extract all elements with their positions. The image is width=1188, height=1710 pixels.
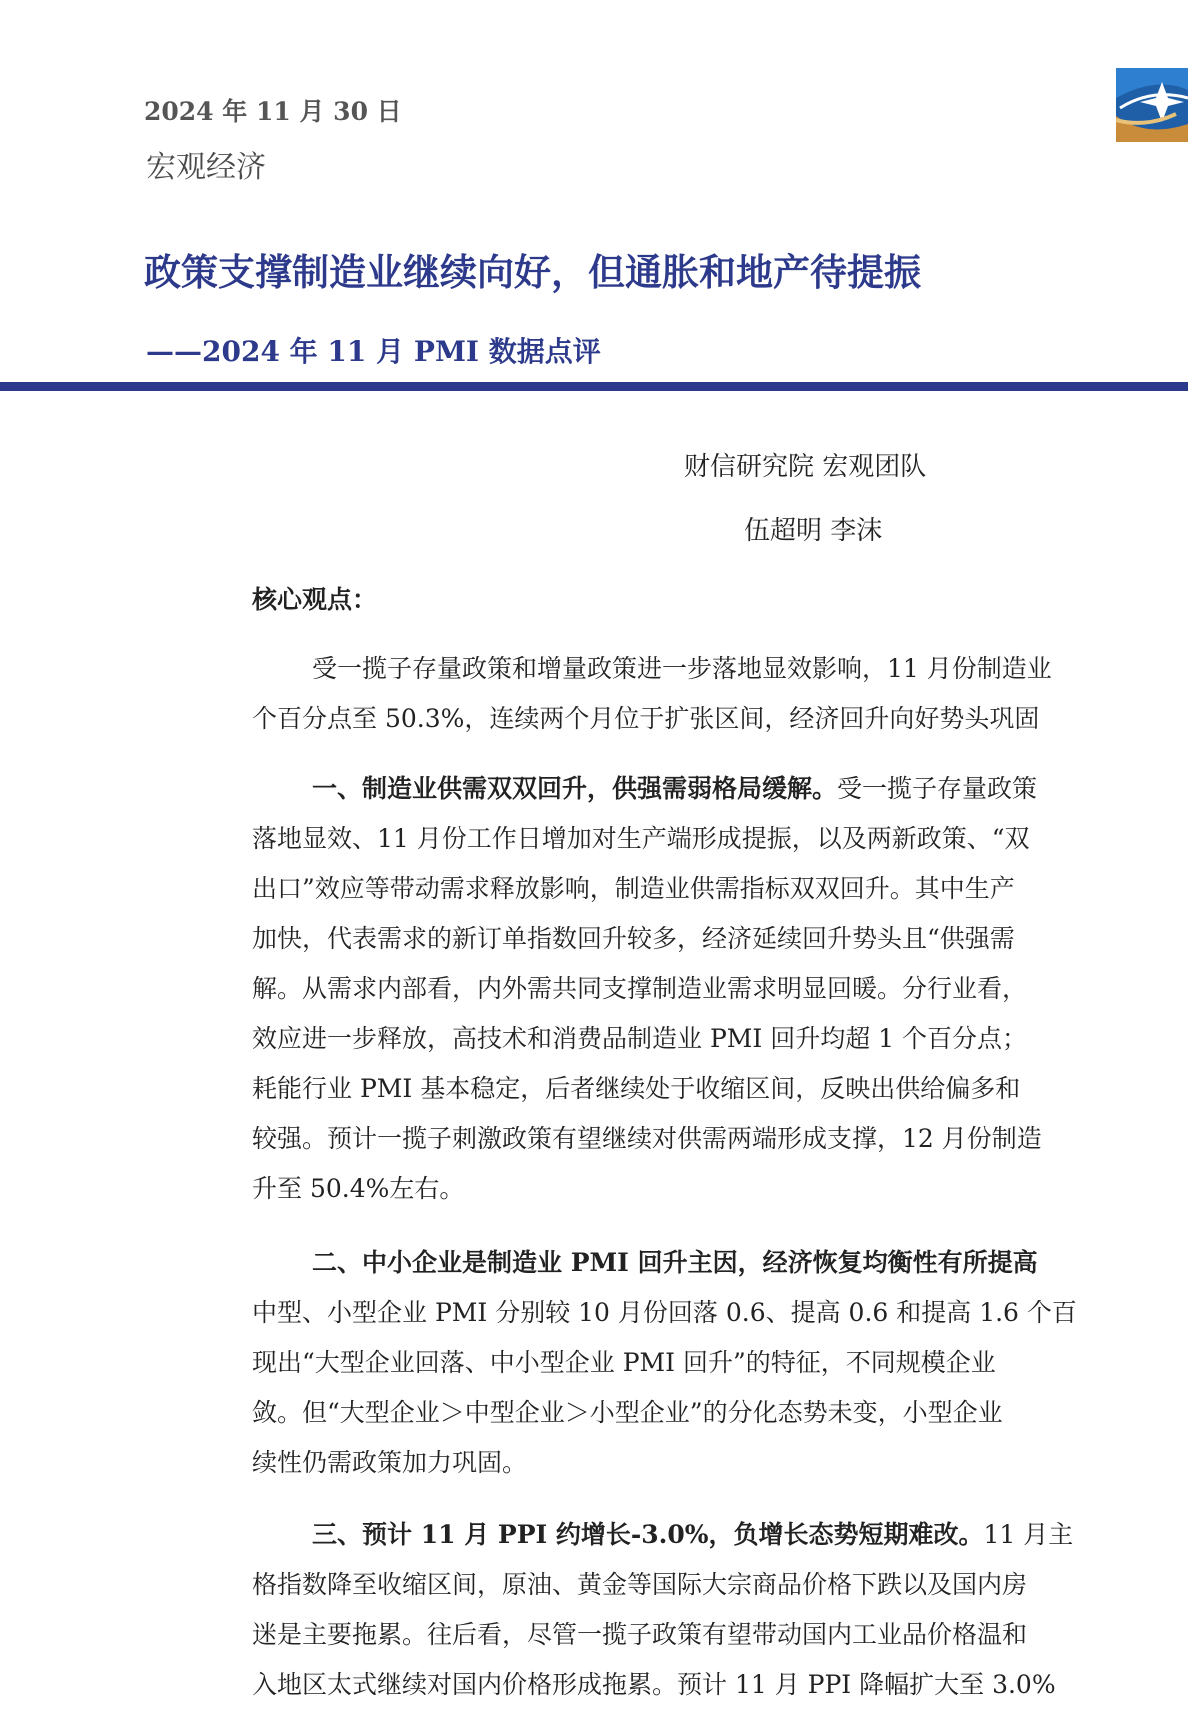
text-line: 升至 50.4%左右。	[252, 1174, 465, 1203]
section-heading: 一、制造业供需双双回升，供强需弱格局缓解。	[312, 774, 838, 803]
text-line: 迷是主要拖累。往后看，尽管一揽子政策有望带动国内工业品价格温和	[252, 1620, 1028, 1649]
text-line: 较强。预计一揽子刺激政策有望继续对供需两端形成支撑，12 月份制造	[252, 1124, 1042, 1153]
text-line: 敛。但“大型企业＞中型企业＞小型企业”的分化态势未变，小型企业	[252, 1398, 1003, 1427]
text-line: 入地区太式继续对国内价格形成拖累。预计 11 月 PPI 降幅扩大至 3.0%	[252, 1670, 1056, 1699]
paragraph-summary	[252, 644, 1188, 744]
text-line	[252, 1238, 1188, 1288]
paragraph-ppi	[252, 1510, 1188, 1710]
report-category: 宏观经济	[146, 150, 266, 185]
text-line: 中型、小型企业 PMI 分别较 10 月份回落 0.6、提高 0.6 和提高 1.6 个百	[252, 1298, 1077, 1327]
section-heading: 三、预计 11 月 PPI 约增长-3.0%，负增长态势短期难改。	[312, 1520, 984, 1549]
report-subtitle: ——2024 年 11 月 PMI 数据点评	[146, 335, 601, 368]
text-line: 格指数降至收缩区间，原油、黄金等国际大宗商品价格下跌以及国内房	[252, 1570, 1028, 1599]
text-fragment: 受一揽子存量政策	[837, 774, 1038, 803]
text-line: 个百分点至 50.3%，连续两个月位于扩张区间，经济回升向好势头巩固	[252, 704, 1040, 733]
text-line: 加快，代表需求的新订单指数回升较多，经济延续回升势头且“供强需	[252, 924, 1015, 953]
text-line: 效应进一步释放，高技术和消费品制造业 PMI 回升均超 1 个百分点；	[252, 1024, 1027, 1053]
header-divider	[0, 382, 1188, 391]
research-team: 财信研究院 宏观团队	[684, 452, 927, 482]
text-line	[252, 764, 1188, 814]
company-logo-icon	[1116, 68, 1188, 142]
report-title: 政策支撑制造业继续向好，但通胀和地产待提振	[144, 250, 921, 294]
text-line: 耗能行业 PMI 基本稳定，后者继续处于收缩区间，反映出供给偏多和	[252, 1074, 1021, 1103]
text-line	[252, 1510, 1188, 1560]
text-line: 续性仍需政策加力巩固。	[252, 1448, 528, 1477]
paragraph-supply-demand	[252, 764, 1188, 1214]
text-line: 受一揽子存量政策和增量政策进一步落地显效影响，11 月份制造业	[312, 654, 1052, 683]
paragraph-sme	[252, 1238, 1188, 1488]
text-fragment: 11 月主	[983, 1520, 1074, 1549]
text-line: 解。从需求内部看，内外需共同支撑制造业需求明显回暖。分行业看，	[252, 974, 1028, 1003]
core-heading: 核心观点：	[252, 585, 378, 614]
text-line: 落地显效、11 月份工作日增加对生产端形成提振，以及两新政策、“双	[252, 824, 1030, 853]
authors: 伍超明 李沫	[744, 516, 883, 546]
report-date: 2024 年 11 月 30 日	[144, 97, 402, 126]
text-line: 现出“大型企业回落、中小型企业 PMI 回升”的特征，不同规模企业	[252, 1348, 996, 1377]
text-line: 出口”效应等带动需求释放影响，制造业供需指标双双回升。其中生产	[252, 874, 1015, 903]
section-heading: 二、中小企业是制造业 PMI 回升主因，经济恢复均衡性有所提高	[312, 1248, 1038, 1277]
